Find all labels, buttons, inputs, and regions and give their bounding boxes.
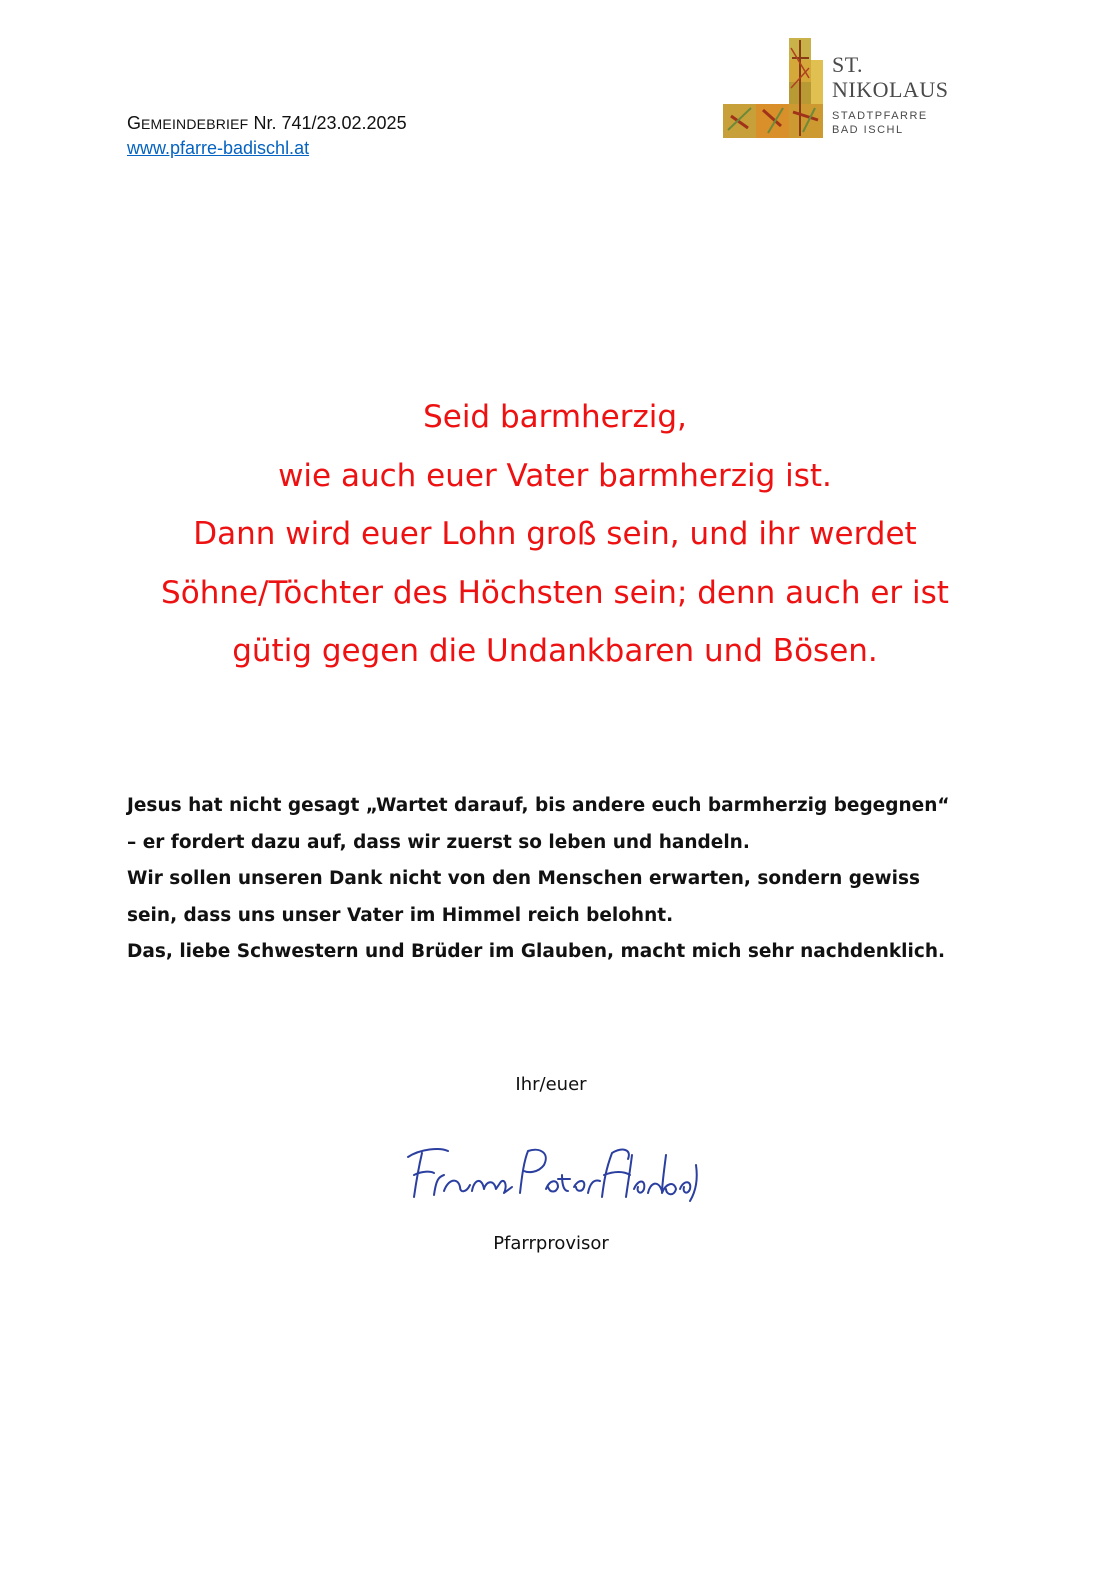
issue-number-date: Nr. 741/23.02.2025	[253, 113, 407, 133]
verse-line: Dann wird euer Lohn groß sein, und ihr werdet	[193, 516, 917, 552]
body-line: sein, dass uns unser Vater im Himmel reich belohnt.	[127, 904, 674, 926]
salutation: Ihr/euer	[515, 1074, 587, 1095]
body-line: Wir sollen unseren Dank nicht von den Menschen erwarten, sondern gewiss	[127, 868, 921, 889]
reflection-text	[127, 788, 1027, 971]
newsletter-title: GEMEINDEBRIEF Nr. 741/23.02.2025	[127, 113, 407, 133]
body-line: Jesus hat nicht gesagt „Wartet darauf, bis andere euch barmherzig begegnen“	[127, 795, 950, 816]
body-line: Das, liebe Schwestern und Brüder im Glauben, macht mich sehr nachdenklich.	[127, 941, 946, 962]
body-line: – er fordert dazu auf, dass wir zuerst so leben und handeln.	[127, 831, 750, 853]
newsletter-header	[127, 111, 407, 160]
parish-logo-text: ST. NIKOLAUS STADTPFARRE BAD ISCHL	[832, 52, 949, 136]
signer-role: Pfarrprovisor	[493, 1233, 609, 1254]
verse-line: Söhne/Töchter des Höchsten sein; denn auch er ist	[161, 574, 949, 611]
website-link[interactable]: www.pfarre-badischl.at	[127, 138, 310, 158]
bible-verse	[60, 388, 1050, 681]
verse-line: wie auch euer Vater barmherzig ist.	[278, 457, 832, 494]
verse-line: gütig gegen die Undankbaren und Bösen.	[232, 633, 878, 669]
handwritten-signature	[400, 1135, 710, 1210]
verse-line: Seid barmherzig,	[423, 399, 687, 435]
